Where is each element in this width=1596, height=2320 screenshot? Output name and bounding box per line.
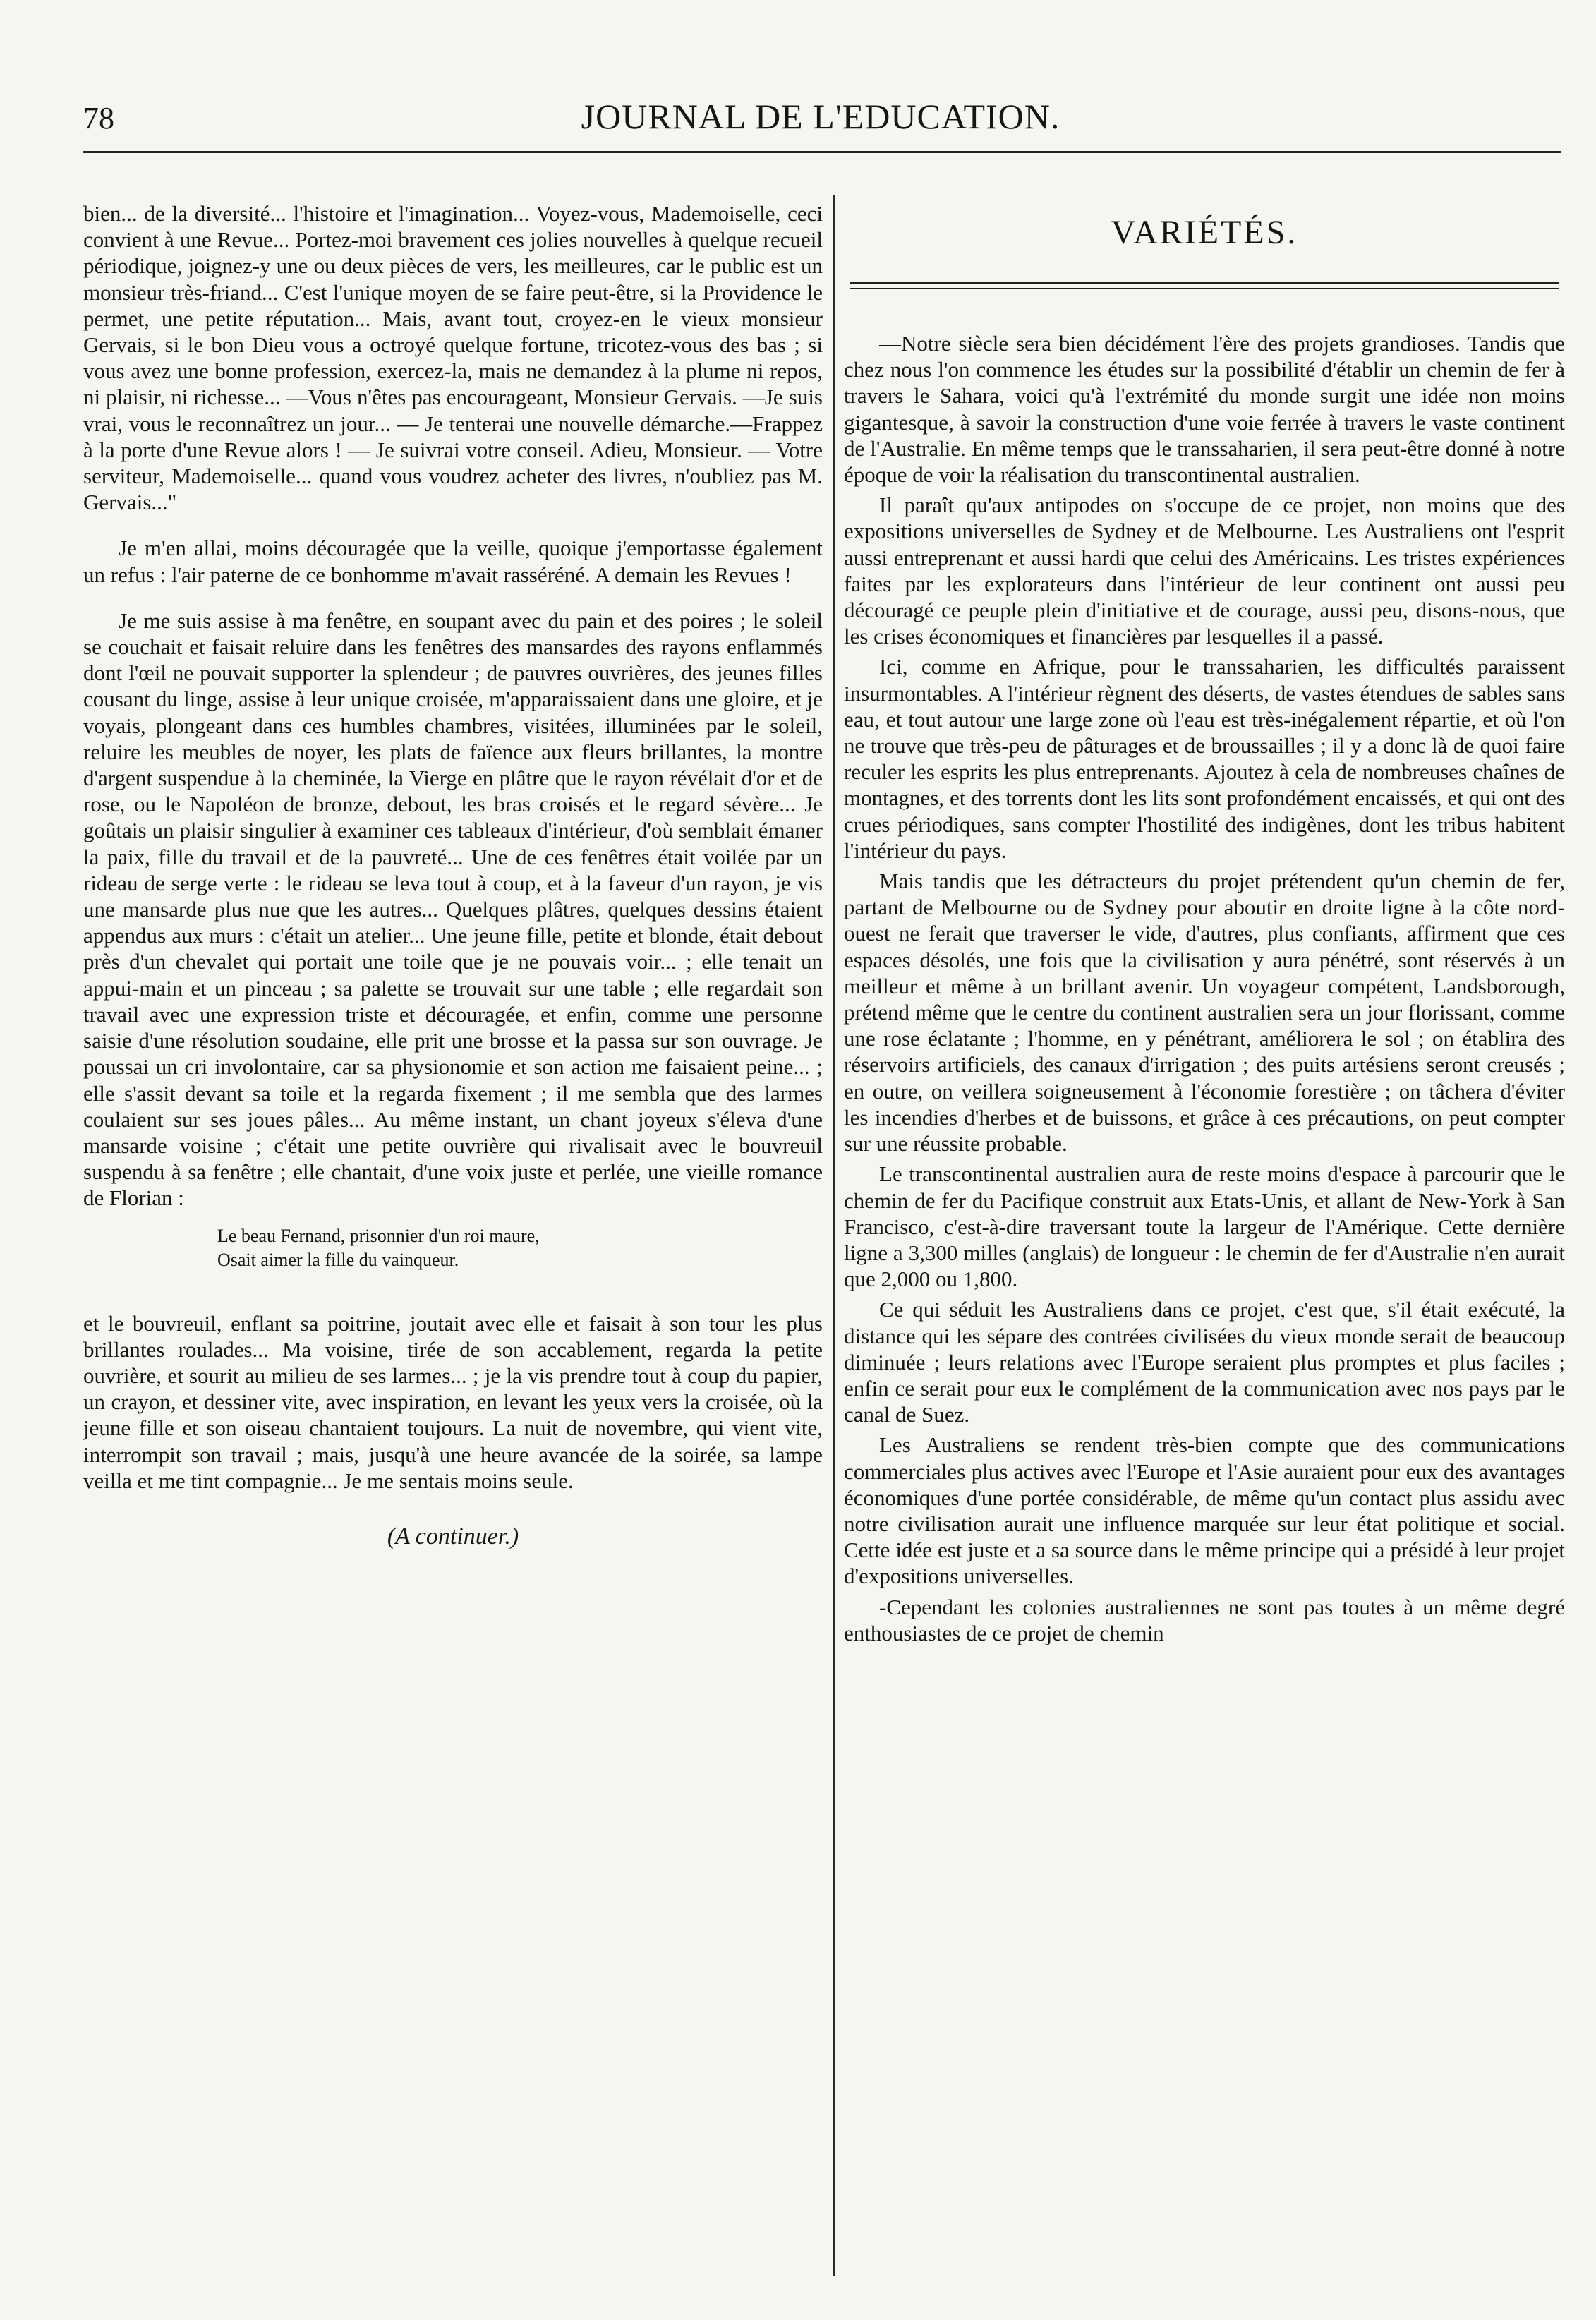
varietes-paragraph-1: —Notre siècle sera bien décidément l'ère des projets grandioses. Tandis que chez nous l'on commence les études sur la possibilité d'établir un chemin de fer à travers le Sahara, voici qu'à l'extrémité du monde surgit une idée non moins gigantesque, à savoir la construction d'une voie ferrée à travers le vaste continent de l'Australie. En même temps que le transsaharien, il sera peut-être donné à notre époque de voir la réalisation du transcontinental australien. (844, 331, 1565, 488)
varietes-paragraph-2: Il paraît qu'aux antipodes on s'occupe de ce projet, non moins que des expositions universelles de Sydney et de Melbourne. Les Australiens ont l'esprit aussi entreprenant et aussi hardi que celui des Américains. Les tristes expériences faites par les explorateurs dans l'intérieur de leur continent ont aussi peu découragé ce peuple plein d'initiative et de courage, aussi peu, disons-nous, que les crises économiques et financières par lesquelles il a passé. (844, 493, 1565, 649)
verse-line-1: Le beau Fernand, prisonnier d'un roi maure, (217, 1225, 540, 1246)
varietes-paragraph-3: Ici, comme en Afrique, pour le transsaharien, les difficultés paraissent insurmontables. A l'intérieur règnent des déserts, de vastes étendues de sables sans eau, et tout autour une large zone où l'eau est très-inégalement répartie, et où l'on ne trouve que très-peu de pâturages et de broussailles ; il y a donc là de quoi faire reculer les esprits les plus entreprenants. Ajoutez à cela de nombreuses chaînes de montagnes, et des torrents dont les lits sont profondément encaissés, et qui ont des crues périodiques, sans compter l'hostilité des indigènes, dont les tribus habitent l'intérieur du pays. (844, 654, 1565, 863)
left-column (83, 200, 823, 1550)
right-column (844, 200, 1565, 1646)
journal-title: JOURNAL DE L'EDUCATION. (581, 97, 1060, 136)
column-divider (833, 195, 835, 2276)
varietes-paragraph-8: -Cependant les colonies australiennes ne sont pas toutes à un même degré enthousiastes de ce projet de chemin (844, 1594, 1565, 1645)
varietes-paragraph-6: Ce qui séduit les Australiens dans ce projet, c'est que, s'il était exécuté, la distance qui les sépare des contrées civilisées du vieux monde serait de beaucoup diminuée ; leurs relations avec l'Europe seraient plus promptes et plus faciles ; enfin ce serait pour eux le complément de la communication avec nos pays par le canal de Suez. (844, 1297, 1565, 1427)
verse-quote (217, 1224, 823, 1272)
verse-line-2: Osait aimer la fille du vainqueur. (217, 1249, 459, 1270)
to-be-continued: (A continuer.) (387, 1523, 519, 1549)
varietes-paragraph-7: Les Australiens se rendent très-bien compte que des communications commerciales plus actives avec l'Europe et l'Asie auraient pour eux des avantages économiques d'une portée considérable, de même qu'un contact plus assidu avec notre civilisation aurait une influence marquée sur leur état politique et social. Cette idée est juste et a sa source dans le même principe qui a présidé à leur projet d'expositions universelles. (844, 1432, 1565, 1589)
story-paragraph-2: Je m'en allai, moins découragée que la veille, quoique j'emportasse également un refus : l'air paterne de ce bonhomme m'avait rasséréné. A demain les Revues ! (83, 536, 823, 587)
header-rule (83, 151, 1561, 153)
page-header (83, 90, 1558, 147)
section-rule (850, 282, 1559, 289)
story-paragraph-4: et le bouvreuil, enflant sa poitrine, joutait avec elle et faisait à son tour les plus brillantes roulades... Ma voisine, tirée de son accablement, regarda la petite ouvrière, et sourit au milieu de ses larmes... ; je la vis prendre tout à coup du papier, un crayon, et dessiner vite, avec inspiration, en levant les yeux vers la croisée, où la jeune fille et son oiseau chantaient toujours. La nuit de novembre, qui vient vite, interrompit son travail ; mais, jusqu'à une heure avancée de la soirée, sa lampe veilla et me tint compagnie... Je me sentais moins seule. (83, 1310, 823, 1493)
section-title: VARIÉTÉS. (1111, 214, 1298, 251)
page-number: 78 (83, 101, 114, 135)
varietes-paragraph-4: Mais tandis que les détracteurs du projet prétendent qu'un chemin de fer, partant de Melbourne ou de Sydney pour aboutir en droite ligne à la côte nord-ouest ne ferait que traverser le vide, d'autres, plus confiants, affirment que ces espaces désolés, une fois que la civilisation y aura pénétré, sont réservés à un meilleur et même à un brillant avenir. Un voyageur compétent, Landsborough, prétend même que le centre du continent australien sera un jour florissant, comme une rose éclatante ; l'homme, en y pénétrant, améliorera le sol ; on établira des réservoirs artificiels, des canaux d'irrigation ; des puits artésiens seront creusés ; en outre, on veillera soigneusement à l'économie forestière ; on tâchera d'éviter les incendies d'herbes et de buissons, et grâce à ces précautions, on peut compter sur une réussite probable. (844, 869, 1565, 1156)
varietes-paragraph-5: Le transcontinental australien aura de reste moins d'espace à parcourir que le chemin de fer du Pacifique construit aux Etats-Unis, et allant de New-York à San Francisco, c'est-à-dire traversant toute la largeur de l'Amérique. Cette dernière ligne a 3,300 milles (anglais) de longueur : le chemin de fer d'Australie n'en aurait que 2,000 ou 1,800. (844, 1161, 1565, 1292)
story-paragraph-3: Je me suis assise à ma fenêtre, en soupant avec du pain et des poires ; le soleil se couchait et faisait reluire dans les fenêtres des mansardes des rayons enflammés dont l'œil ne pouvait supporter la splendeur ; de pauvres ouvrières, des jeunes filles cousant du linge, assise à leur unique croisée, m'apparaissaient dans une gloire, et je voyais, plongeant dans ces humbles chambres, visitées, illuminées par le soleil, reluire les meubles de noyer, les plats de faïence aux fleurs brillantes, la montre d'argent suspendue à la cheminée, la Vierge en plâtre que le rayon révélait d'or et de rose, ou le Napoléon de bronze, debout, les bras croisés et le regard sévère... Je goûtais un plaisir singulier à examiner ces tableaux d'intérieur, d'où semblait émaner la paix, fille du travail et de la pauvreté... Une de ces fenêtres était voilée par un rideau de serge verte : le rideau se leva tout à coup, et à la faveur d'un rayon, je vis une mansarde plus nue que les autres... Quelques plâtres, quelques dessins étaient appendus aux murs : c'était un atelier... Une jeune fille, petite et blonde, était debout près d'un chevalet qui portait une toile que je ne pouvais voir... ; elle tenait un appui-main et un pinceau ; sa palette se trouvait sur une table ; elle regardait son travail avec une expression triste et découragée, et enfin, comme une personne saisie d'une résolution soudaine, elle prit une brosse et la passa sur son ouvrage. Je poussai un cri involontaire, car sa physionomie et son action me faisaient peine... ; elle s'assit devant sa toile et la regarda fixement ; il me sembla que des larmes coulaient sur ses joues pâles... Au même instant, un chant joyeux s'éleva d'une mansarde voisine ; c'était une petite ouvrière qui rivalisait avec le bouvreuil suspendu à sa fenêtre ; elle chantait, d'une voix juste et perlée, une vieille romance de Florian : (83, 608, 823, 1211)
story-paragraph-1: bien... de la diversité... l'histoire et l'imagination... Voyez-vous, Mademoiselle, ceci convient à une Revue... Portez-moi bravement ces jolies nouvelles à quelque recueil périodique, joignez-y une ou deux pièces de vers, les meilleures, car le public est un monsieur très-friand... C'est l'unique moyen de se faire peut-être, si la Providence le permet, une petite réputation... Mais, avant tout, croyez-en le vieux monsieur Gervais, si le bon Dieu vous a octroyé quelque fortune, tricotez-vous des bas ; si vous avez une bonne profession, exercez-la, mais ne demandez à la plume ni repos, ni plaisir, ni richesse... —Vous n'êtes pas encourageant, Monsieur Gervais. —Je suis vrai, vous le reconnaîtrez un jour... — Je tenterai une nouvelle démarche.—Frappez à la porte d'une Revue alors ! — Je suivrai votre conseil. Adieu, Monsieur. — Votre serviteur, Mademoiselle... quand vous voudrez acheter des livres, n'oubliez pas M. Gervais..." (83, 201, 823, 515)
